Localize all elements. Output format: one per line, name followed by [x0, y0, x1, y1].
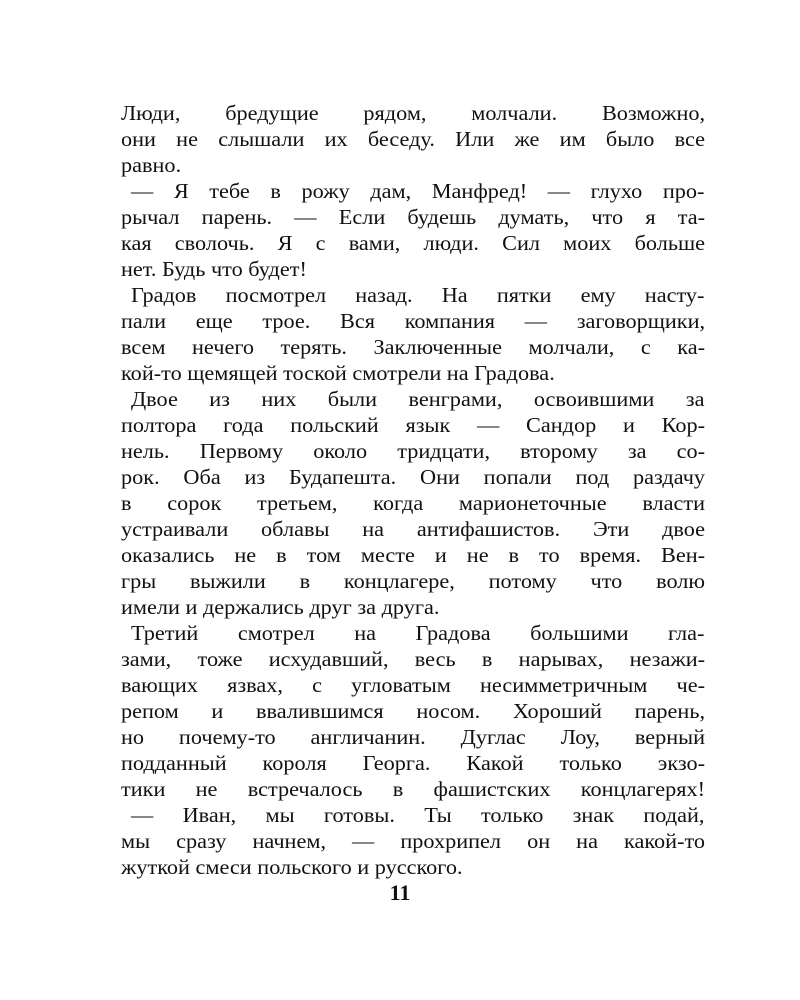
text-line: Градов посмотрел назад. На пятки ему насту- [131, 283, 705, 307]
text-line: жуткой смеси польского и русского. [121, 855, 463, 879]
text-line: зами, тоже исхудавший, весь в нарывах, незажи- [121, 647, 706, 671]
text-line: пали еще трое. Вся компания — заговорщики, [121, 309, 706, 333]
text-line: нет. Будь что будет! [121, 257, 307, 281]
text-line: в сорок третьем, когда марионеточные власти [121, 491, 706, 515]
text-line: Люди, бредущие рядом, молчали. Возможно, [121, 101, 706, 125]
text-line: кой-то щемящей тоской смотрели на Градова. [121, 361, 555, 385]
text-line: оказались не в том месте и не в то время. Вен- [121, 543, 706, 567]
text-line: тики не встречалось в фашистских концлагерях! [121, 777, 706, 801]
text-line: подданный короля Георга. Какой только экзо- [121, 751, 706, 775]
text-line: — Я тебе в рожу дам, Манфред! — глухо про- [131, 179, 705, 203]
text-line: нель. Первому около тридцати, второму за со- [121, 439, 706, 463]
text-line: имели и держались друг за друга. [121, 595, 440, 619]
text-line: — Иван, мы готовы. Ты только знак подай, [131, 803, 705, 827]
text-line: репом и ввалившимся носом. Хороший парень, [121, 699, 706, 723]
text-line: они не слышали их беседу. Или же им было все [121, 127, 706, 151]
text-line: всем нечего терять. Заключенные молчали, с ка- [121, 335, 706, 359]
text-line: вающих язвах, с угловатым несимметричным че- [121, 673, 706, 697]
text-line: гры выжили в концлагере, потому что волю [121, 569, 706, 593]
page-number: 11 [389, 880, 411, 905]
text-line: рок. Оба из Будапешта. Они попали под раздачу [121, 465, 706, 489]
text-line: кая сволочь. Я с вами, люди. Сил моих больше [121, 231, 706, 255]
text-line: Третий смотрел на Градова большими гла- [131, 621, 705, 645]
text-line: мы сразу начнем, — прохрипел он на какой-то [121, 829, 706, 853]
text-line: Двое из них были венграми, освоившими за [131, 387, 705, 411]
text-line: равно. [121, 153, 182, 177]
text-line: устраивали облавы на антифашистов. Эти двое [121, 517, 706, 541]
text-line: рычал парень. — Если будешь думать, что я та- [121, 205, 706, 229]
text-line: полтора года польский язык — Сандор и Кор- [121, 413, 706, 437]
text-line: но почему-то англичанин. Дуглас Лоу, верный [121, 725, 706, 749]
